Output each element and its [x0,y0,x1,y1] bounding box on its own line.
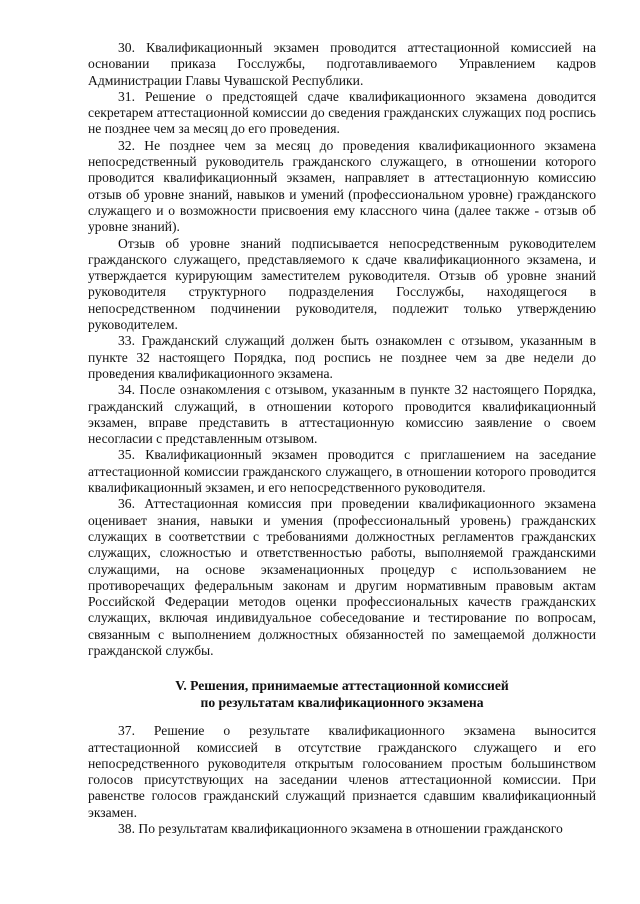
paragraph-33: 33. Гражданский служащий должен быть ознакомлен с отзывом, указанным в пункте 32 настоящего Порядка, под роспись не позднее чем за две недели до проведения квалификационного экзамена. [88,333,596,381]
paragraph-32: 32. Не позднее чем за месяц до проведения квалификационного экзамена непосредственный руководитель гражданского служащего, в отношении которого проводится квалификационный экзамен, направляет в аттестационную комиссию отзыв об уровне знаний, навыков и умений (профессиональном уровне) гражданского служащего и о возможности присвоения ему классного чина (далее также - отзыв об уровне знаний). [88,137,596,235]
section-heading-line-1: V. Решения, принимаемые аттестационной комиссией [175,678,509,694]
paragraph-37: 37. Решение о результате квалификационного экзамена выносится аттестационной комиссией в отсутствие гражданского служащего и его непосредственного руководителя открытым голосованием простым большинством голосов присутствующих на заседании членов аттестационной комиссии. При равенстве голосов гражданский служащий признается сдавшим квалификационный экзамен. [88,723,596,820]
section-heading-line-2: по результатам квалификационного экзамена [200,695,484,711]
paragraph-30: 30. Квалификационный экзамен проводится аттестационной комиссией на основании приказа Госслужбы, подготавливаемого Управлением кадров Администрации Главы Чувашской Республики. [88,40,596,88]
section-heading [88,677,596,711]
paragraph-32-review: Отзыв об уровне знаний подписывается непосредственным руководителем гражданского служащего, представляемого к сдаче квалификационного экзамена, и утверждается курирующим заместителем руководителя. Отзыв об уровне знаний руководителя структурного подразделения Госслужбы, находящегося в непосредственном подчинении руководителя, подлежит только утверждению руководителем. [88,235,596,333]
paragraph-35: 35. Квалификационный экзамен проводится с приглашением на заседание аттестационной комиссии гражданского служащего, в отношении которого проводится квалификационный экзамен, и его непосредственного руководителя. [88,447,596,496]
document-page [88,40,596,837]
paragraph-31: 31. Решение о предстоящей сдаче квалификационного экзамена доводится секретарем аттестационной комиссии до сведения гражданских служащих под роспись не позднее чем за месяц до его проведения. [88,88,596,137]
paragraph-34: 34. После ознакомления с отзывом, указанным в пункте 32 настоящего Порядка, гражданский служащий, в отношении которого проводится квалификационный экзамен, вправе представить в аттестационную комиссию заявление о своем несогласии с представленным отзывом. [88,382,596,447]
paragraph-36: 36. Аттестационная комиссия при проведении квалификационного экзамена оценивает знания, навыки и умения (профессиональный уровень) гражданских служащих в соответствии с требованиями должностных регламентов гражданских служащих, сложностью и ответственностью работы, выполняемой гражданскими служащими, на основе экзаменационных процедур с использованием не противоречащих федеральным законам и другим нормативным правовым актам Российской Федерации методов оценки профессиональных качеств гражданских служащих, включая индивидуальное собеседование и тестирование по вопросам, связанным с выполнением должностных обязанностей по замещаемой должности гражданской службы. [88,496,596,658]
paragraph-38: 38. По результатам квалификационного экзамена в отношении гражданского [118,821,563,837]
